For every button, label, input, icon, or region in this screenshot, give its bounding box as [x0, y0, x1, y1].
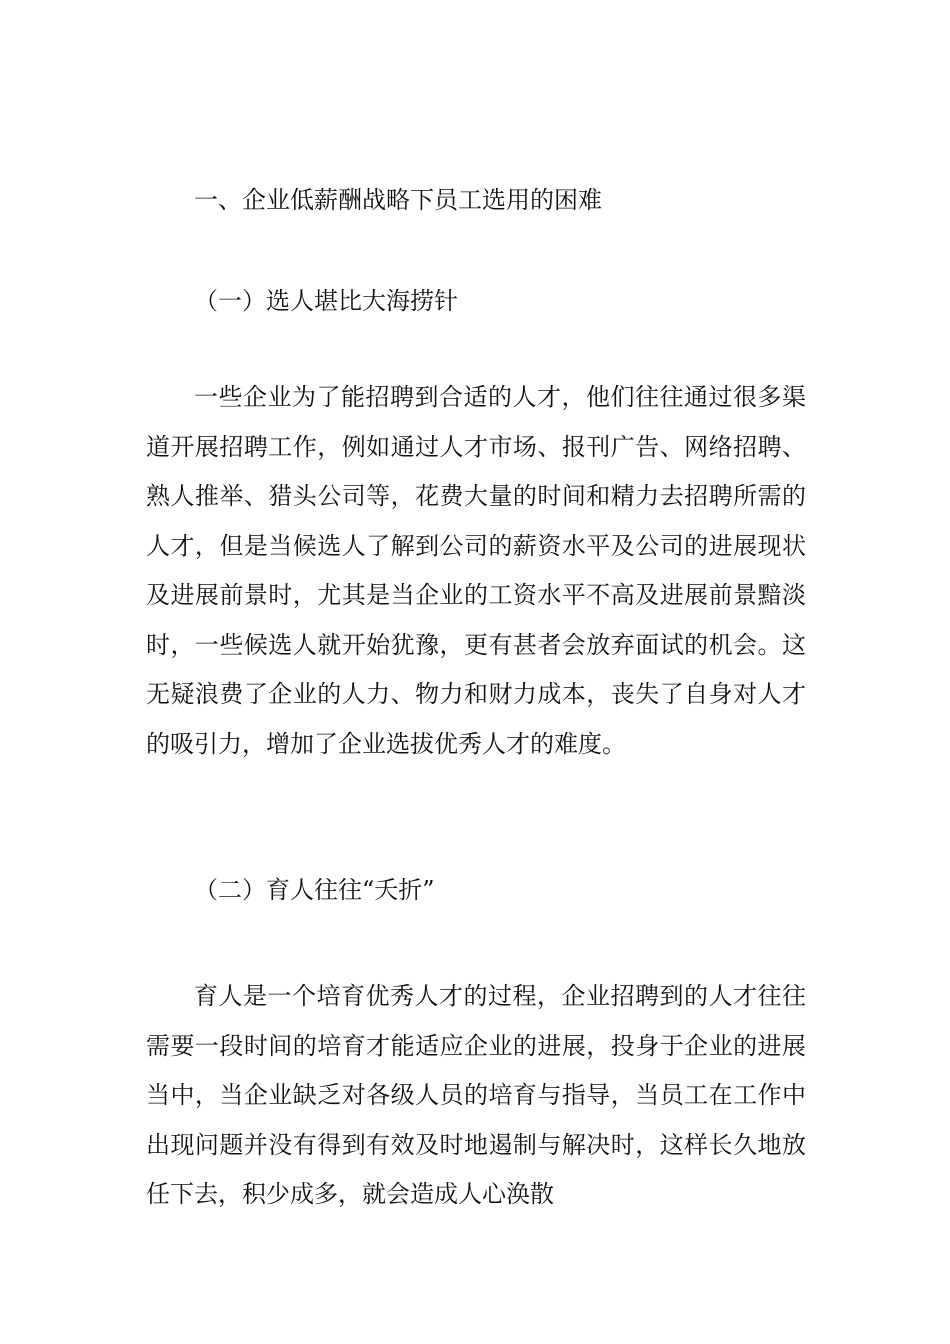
subsection-title-2: （二）育人往往“夭折”: [194, 876, 435, 904]
section-title: 一、企业低薪酬战略下员工选用的困难: [194, 186, 602, 214]
paragraph-2: 育人是一个培育优秀人才的过程，企业招聘到的人才往往需要一段时间的培育才能适应企业的进展，投身于企业的进展当中，当企业缺乏对各级人员的培育与指导，当员工在工作中出现问题并没有得到有效及时地遏制与解决时，这样长久地放任下去，积少成多，就会造成人心涣散: [146, 982, 806, 1208]
paragraph-1: 一些企业为了能招聘到合适的人才，他们往往通过很多渠道开展招聘工作，例如通过人才市场、报刊广告、网络招聘、熟人推举、猎头公司等，花费大量的时间和精力去招聘所需的人才，但是当候选人了解到公司的薪资水平及公司的进展现状及进展前景时，尤其是当企业的工资水平不高及进展前景黯淡时，一些候选人就开始犹豫，更有甚者会放弃面试的机会。这无疑浪费了企业的人力、物力和财力成本，丧失了自身对人才的吸引力，增加了企业选拔优秀人才的难度。: [146, 383, 806, 758]
subsection-title-1: （一）选人堪比大海捞针: [194, 287, 458, 315]
